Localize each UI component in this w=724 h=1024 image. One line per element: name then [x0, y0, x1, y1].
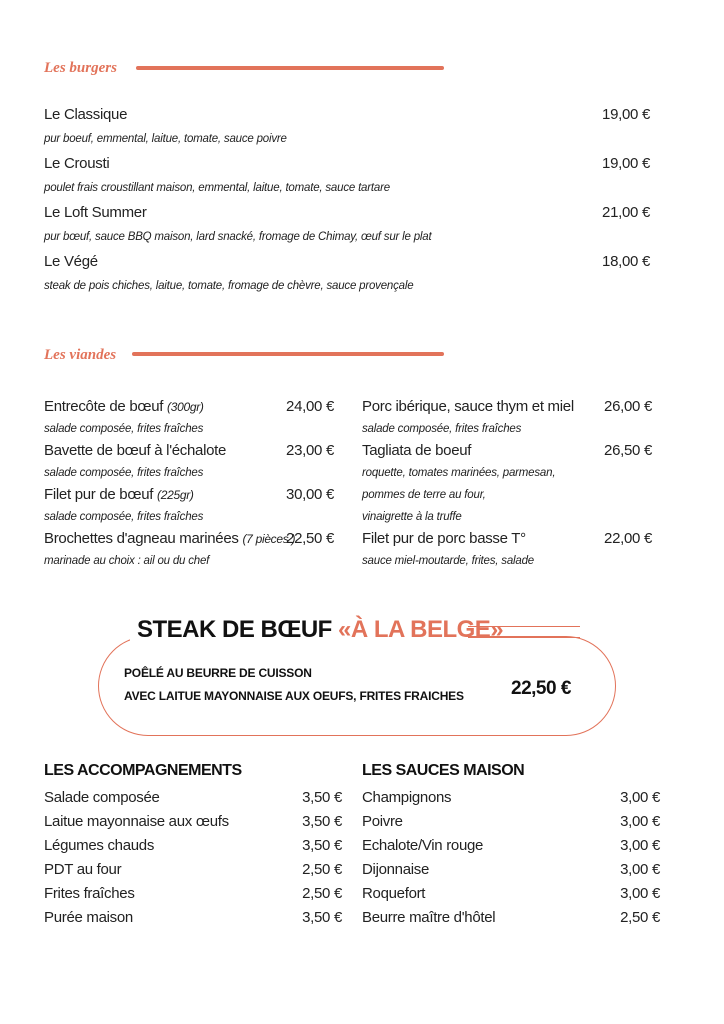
viande-name-text: Brochettes d'agneau marinées — [44, 530, 239, 547]
accompagnement-name: Salade composée — [44, 789, 160, 806]
burger-name: Le Crousti — [44, 155, 110, 172]
viande-price: 26,50 € — [604, 442, 652, 459]
sauce-name: Beurre maître d'hôtel — [362, 909, 496, 926]
steak-title — [137, 616, 503, 644]
viande-description: salade composée, frites fraîches — [362, 423, 522, 435]
viande-price: 22,50 € — [286, 530, 334, 547]
accompagnement-price: 2,50 € — [302, 861, 342, 878]
viande-description-line: roquette, tomates marinées, parmesan, — [362, 467, 556, 479]
sauce-price: 3,00 € — [620, 813, 660, 830]
burger-description: steak de pois chiches, laitue, tomate, fromage de chèvre, sauce provençale — [44, 280, 414, 292]
accompagnement-name: Purée maison — [44, 909, 133, 926]
viandes-title-rule — [132, 352, 444, 356]
viande-description: salade composée, frites fraîches — [44, 511, 204, 523]
accompagnements-title: LES ACCOMPAGNEMENTS — [44, 762, 242, 779]
accompagnement-name: Légumes chauds — [44, 837, 155, 854]
viandes-section-title: Les viandes — [44, 347, 117, 363]
accompagnement-name: Laitue mayonnaise aux œufs — [44, 813, 229, 830]
burger-name: Le Végé — [44, 253, 98, 270]
viande-name: Bavette de bœuf à l'échalote — [44, 442, 227, 459]
viande-description-line: vinaigrette à la truffe — [362, 511, 462, 523]
burger-price: 19,00 € — [602, 155, 650, 172]
burger-description: pur bœuf, sauce BBQ maison, lard snacké, fromage de Chimay, œuf sur le plat — [44, 231, 432, 243]
burgers-section-title: Les burgers — [44, 60, 117, 76]
sauce-name: Champignons — [362, 789, 452, 806]
viande-name — [44, 530, 295, 547]
sauce-name: Echalote/Vin rouge — [362, 837, 484, 854]
sauce-price: 2,50 € — [620, 909, 660, 926]
accompagnement-price: 3,50 € — [302, 909, 342, 926]
accompagnement-name: PDT au four — [44, 861, 122, 878]
steak-description-line1: POÊLÉ AU BEURRE DE CUISSON — [124, 666, 312, 680]
viande-name: Porc ibérique, sauce thym et miel — [362, 398, 574, 415]
burger-price: 21,00 € — [602, 204, 650, 221]
burger-price: 18,00 € — [602, 253, 650, 270]
burger-name: Le Loft Summer — [44, 204, 147, 221]
viande-weight: (300gr) — [167, 400, 204, 414]
steak-title-main: STEAK DE BŒUF — [137, 616, 332, 643]
burger-price: 19,00 € — [602, 106, 650, 123]
accompagnement-price: 3,50 € — [302, 789, 342, 806]
sauce-name: Roquefort — [362, 885, 426, 902]
accompagnement-price: 2,50 € — [302, 885, 342, 902]
viande-name: Tagliata de boeuf — [362, 442, 472, 459]
viande-pieces: (7 pièces ) — [242, 532, 296, 546]
sauce-name: Dijonnaise — [362, 861, 430, 878]
viande-price: 22,00 € — [604, 530, 652, 547]
burger-description: pur boeuf, emmental, laitue, tomate, sauce poivre — [44, 133, 287, 145]
viande-description: sauce miel-moutarde, frites, salade — [362, 555, 534, 567]
accompagnement-price: 3,50 € — [302, 837, 342, 854]
viande-name — [44, 486, 194, 503]
steak-description-line2: AVEC LAITUE MAYONNAISE AUX OEUFS, FRITES FRAICHES — [124, 689, 464, 703]
burger-name: Le Classique — [44, 106, 128, 123]
steak-title-highlight: «À LA BELGE» — [338, 616, 504, 643]
viande-name-text: Entrecôte de bœuf — [44, 398, 164, 415]
sauces-title: LES SAUCES MAISON — [362, 762, 525, 779]
sauce-price: 3,00 € — [620, 885, 660, 902]
viande-price: 30,00 € — [286, 486, 334, 503]
viande-price: 23,00 € — [286, 442, 334, 459]
viande-name: Filet pur de porc basse T° — [362, 530, 526, 547]
viande-price: 24,00 € — [286, 398, 334, 415]
burgers-title-rule — [136, 66, 444, 70]
viande-description: marinade au choix : ail ou du chef — [44, 555, 210, 567]
viande-description: salade composée, frites fraîches — [44, 423, 204, 435]
burger-description: poulet frais croustillant maison, emmental, laitue, tomate, sauce tartare — [44, 182, 390, 194]
sauce-name: Poivre — [362, 813, 403, 830]
sauce-price: 3,00 € — [620, 861, 660, 878]
accompagnement-price: 3,50 € — [302, 813, 342, 830]
accompagnement-name: Frites fraîches — [44, 885, 135, 902]
sauce-price: 3,00 € — [620, 789, 660, 806]
viande-weight: (225gr) — [157, 488, 194, 502]
steak-price: 22,50 € — [511, 678, 571, 699]
viande-description-line: pommes de terre au four, — [362, 489, 486, 501]
viande-name-text: Filet pur de bœuf — [44, 486, 154, 503]
sauce-price: 3,00 € — [620, 837, 660, 854]
viande-description: salade composée, frites fraîches — [44, 467, 204, 479]
viande-name — [44, 398, 204, 415]
viande-price: 26,00 € — [604, 398, 652, 415]
